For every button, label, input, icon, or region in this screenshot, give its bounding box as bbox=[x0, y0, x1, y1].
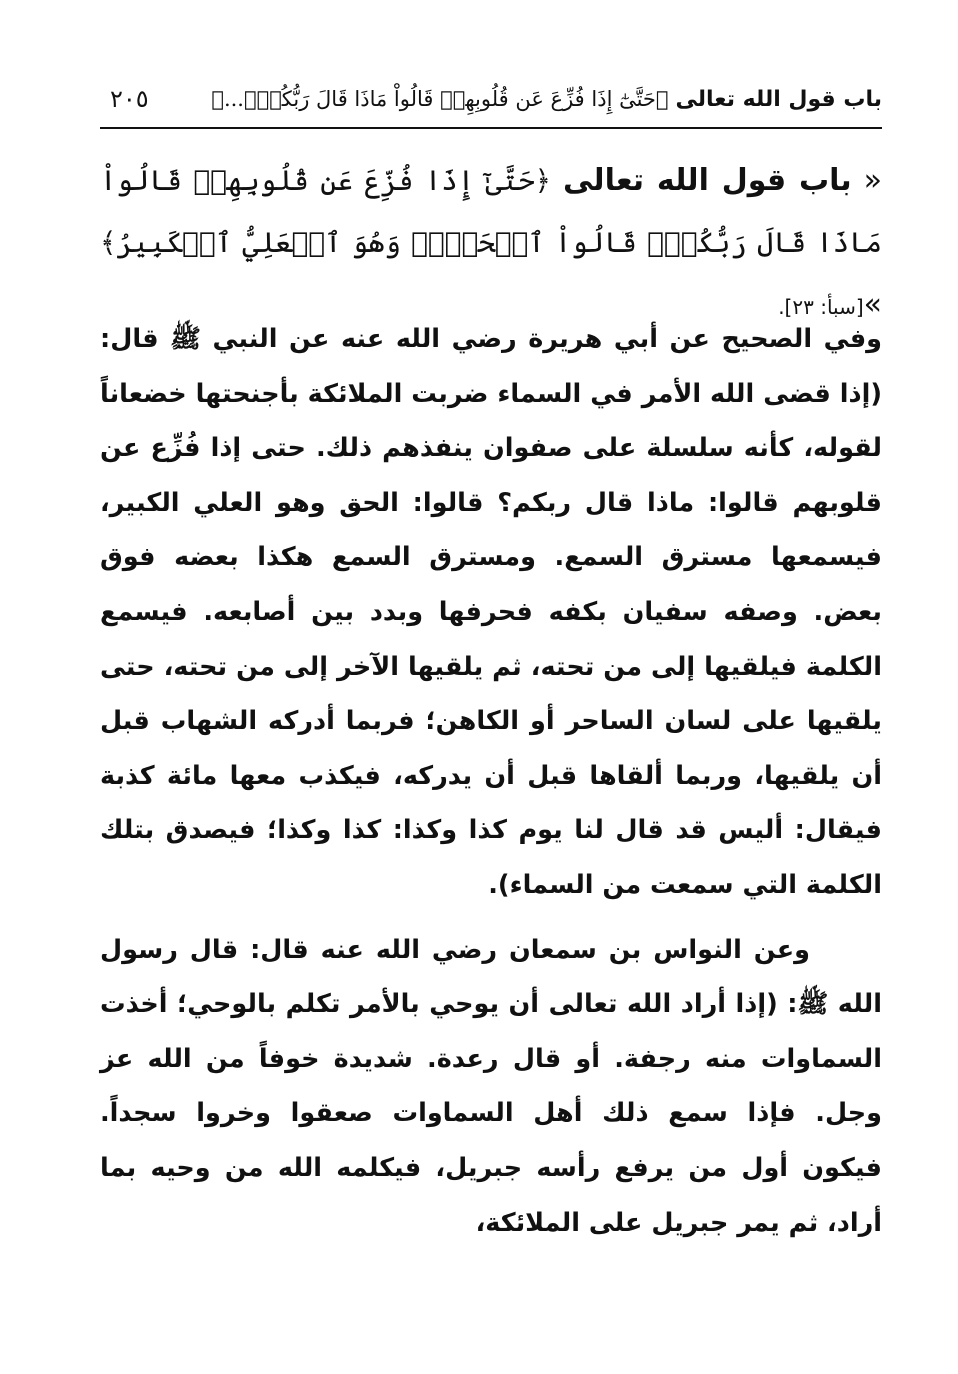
heading-close-quote: » bbox=[863, 287, 882, 322]
header-rule bbox=[100, 127, 882, 129]
running-title bbox=[211, 87, 882, 112]
paragraph-hadith-nawwas: وعن النواس بن سمعان رضي الله عنه قال: قال رسول الله ﷺ: (إذا أراد الله تعالى أن يوحي بالأمر تكلم بالوحي؛ أخذت السماوات منه رجفة. أو قال رعدة. شديدة خوفاً من الله عز وجل. فإذا سمع ذلك أهل السماوات صعقوا وخروا سجداً. فيكون أول من يرفع رأسه جبريل، فيكلمه الله من وحيه بما أراد، ثم يمر جبريل على الملائكة، bbox=[100, 934, 882, 1238]
paragraph-hadith-abu-hurayra: وفي الصحيح عن أبي هريرة رضي الله عنه عن النبي ﷺ قال: (إذا قضى الله الأمر في السماء ضربت الملائكة بأجنحتها خضعاناً لقوله، كأنه سلسلة على صفوان ينفذهم ذلك. حتى إذا فُزِّع عن قلوبهم قالوا: ماذا قال ربكم؟ قالوا: الحق وهو العلي الكبير، فيسمعها مسترق السمع. ومسترق السمع هكذا بعضه فوق بعض. وصفه سفيان بكفه فحرفها وبدد بين أصابعه. فيسمع الكلمة فيلقيها إلى من تحته، ثم يلقيها الآخر إلى من تحته، حتى يلقيها على لسان الساحر أو الكاهن؛ فربما أدركه الشهاب قبل أن يلقيها، وربما ألقاها قبل أن يدركه، فيكذب معها مائة كذبة فيقال: أليس قد قال لنا يوم كذا وكذا: كذا وكذا؛ فيصدق بتلك الكلمة التي سمعت من السماء). bbox=[100, 324, 882, 900]
verse-citation: [سبأ: ٢٣]. bbox=[778, 295, 864, 319]
running-title-verse: ﴿حَتَّىٰٓ إِذَا فُزِّعَ عَن قُلُوبِهِمۡ قَالُواْ مَاذَا قَالَ رَبُّكُمۡۖ...﴾ bbox=[211, 86, 669, 111]
running-title-bold: باب قول الله تعالى bbox=[675, 86, 882, 112]
chapter-title: باب قول الله تعالى bbox=[562, 163, 852, 198]
page-number: ٢٠٥ bbox=[110, 85, 149, 113]
running-header bbox=[100, 76, 882, 122]
quran-verse: ﴿حَتَّىٰٓ إِذَا فُزِّعَ عَن قُلُوبِهِمۡ قَالُواْ مَاذَا قَالَ رَبُّكُمۡۖ قَالُواْ ٱلۡحَقَّۖ وَهُوَ ٱلۡعَلِيُّ ٱلۡكَبِيرُ﴾ bbox=[100, 164, 882, 259]
chapter-heading bbox=[100, 150, 882, 338]
body-text bbox=[100, 312, 882, 1250]
heading-open-quote: « bbox=[863, 163, 882, 198]
